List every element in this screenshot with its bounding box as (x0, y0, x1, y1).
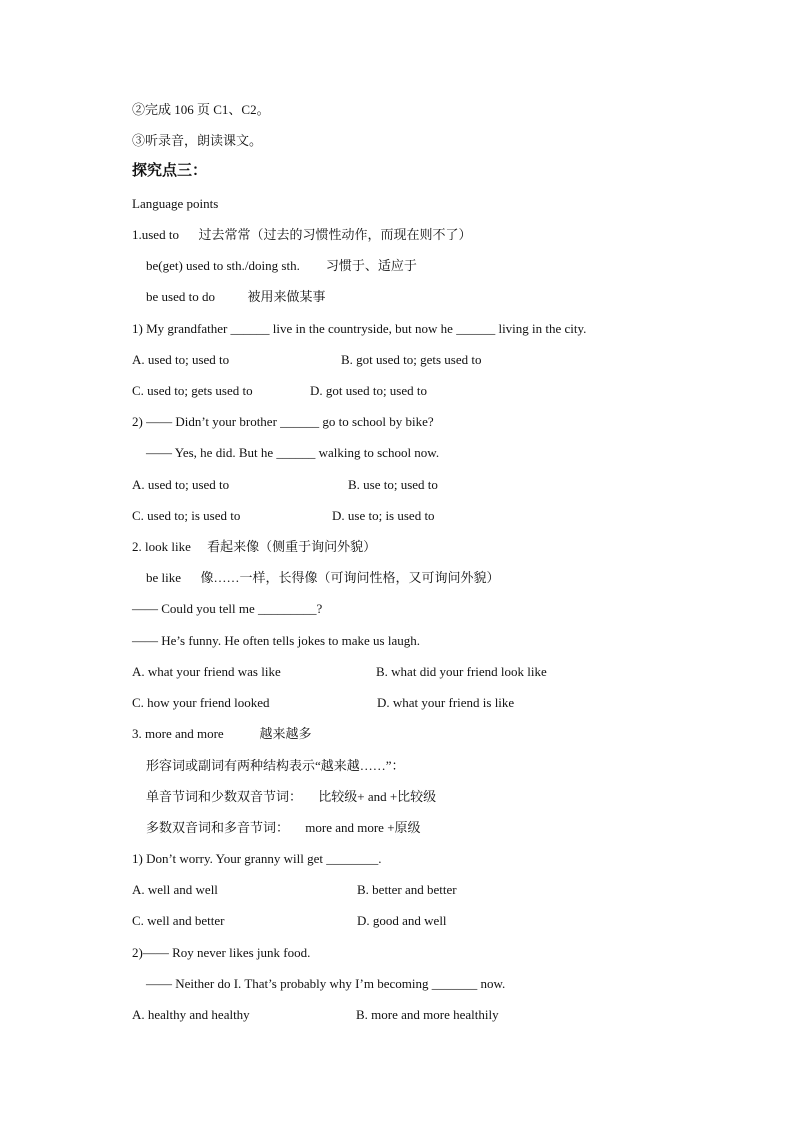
option-c: C. how your friend looked (132, 695, 270, 710)
option-b: B. use to; used to (348, 477, 438, 492)
text-line: be(get) used to sth./doing sth. 习惯于、适应于 (146, 258, 417, 273)
question-text: —— Neither do I. That’s probably why I’m becoming _______ now. (146, 976, 506, 991)
option-b: B. what did your friend look like (376, 664, 547, 679)
section-heading: 探究点三： (132, 163, 208, 179)
option-c: C. used to; is used to (132, 508, 241, 523)
option-d: D. got used to; used to (310, 383, 427, 398)
option-b: B. better and better (357, 882, 457, 897)
option-b: B. more and more healthily (356, 1007, 499, 1022)
question-text: —— He’s funny. He often tells jokes to make us laugh. (132, 633, 420, 648)
question-text: 2)—— Roy never likes junk food. (132, 945, 311, 960)
option-d: D. what your friend is like (377, 695, 515, 710)
text-line: ③听录音，朗读课文。 (132, 133, 263, 148)
option-c: C. used to; gets used to (132, 383, 253, 398)
text-line: 3. more and more 越来越多 (132, 726, 312, 741)
question-text: 1) My grandfather ______ live in the countryside, but now he ______ living in the city. (132, 321, 587, 336)
text-line: be used to do 被用来做某事 (146, 289, 326, 304)
option-d: D. good and well (357, 913, 447, 928)
option-a: A. used to; used to (132, 477, 230, 492)
option-a: A. used to; used to (132, 352, 230, 367)
text-line: be like 像……一样，长得像（可询问性格，又可询问外貌） (146, 570, 500, 585)
text-line: Language points (132, 196, 219, 211)
option-c: C. well and better (132, 913, 225, 928)
option-a: A. well and well (132, 882, 218, 897)
question-text: 1) Don’t worry. Your granny will get ________. (132, 851, 382, 866)
option-a: A. what your friend was like (132, 664, 281, 679)
question-text: —— Yes, he did. But he ______ walking to school now. (146, 445, 440, 460)
option-b: B. got used to; gets used to (341, 352, 482, 367)
option-d: D. use to; is used to (332, 508, 435, 523)
option-a: A. healthy and healthy (132, 1007, 250, 1022)
text-line: 多数双音词和多音节词： more and more +原级 (146, 820, 421, 835)
question-text: 2) —— Didn’t your brother ______ go to school by bike? (132, 414, 434, 429)
text-line: ②完成 106 页 C1、C2。 (132, 102, 270, 117)
text-line: 形容词或副词有两种结构表示“越来越……”： (146, 758, 405, 773)
question-text: —— Could you tell me _________? (132, 601, 323, 616)
text-line: 单音节词和少数双音节词： 比较级+ and +比较级 (146, 789, 437, 804)
text-line: 2. look like 看起来像（侧重于询问外貌） (132, 539, 377, 554)
text-line: 1.used to 过去常常（过去的习惯性动作，而现在则不了） (132, 227, 472, 242)
